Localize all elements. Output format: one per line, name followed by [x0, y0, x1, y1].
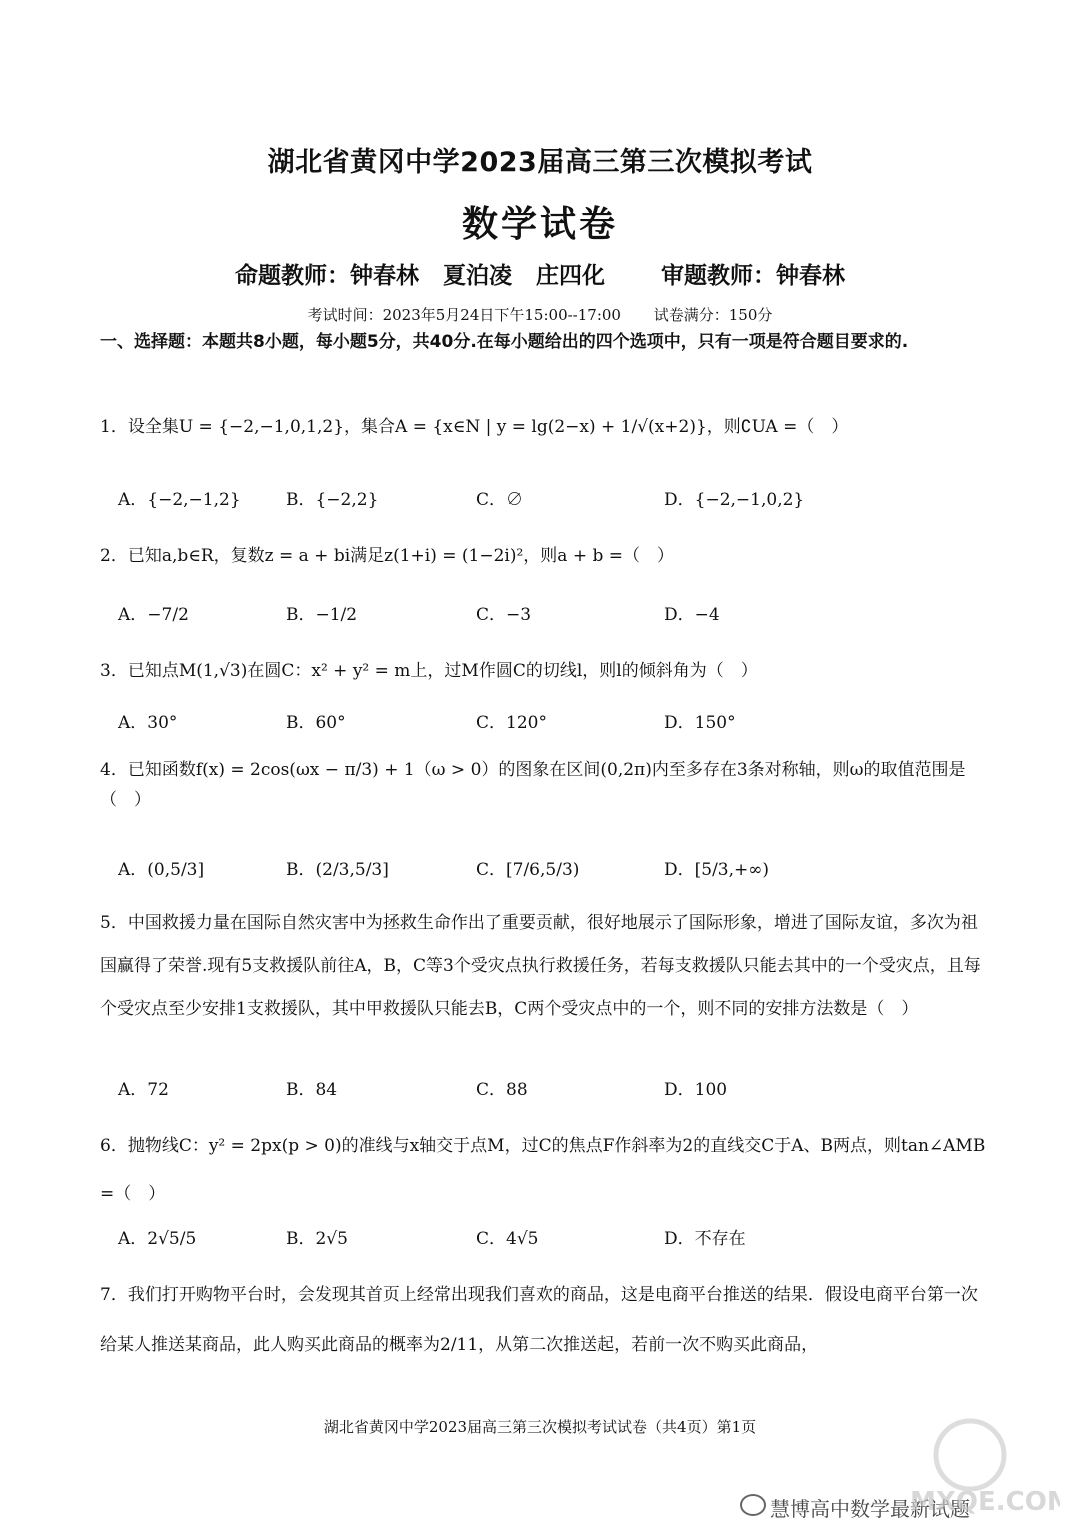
- option-b: B．60°: [286, 713, 346, 733]
- author-second: 夏泊凌: [442, 263, 512, 289]
- question-7: 7．我们打开购物平台时，会发现其首页上经常出现我们喜欢的商品，这是电商平台推送的结果．假设电商平台第一次给某人推送某商品，此人购买此商品的概率为2/11，从第二次推送起，若前一次不购买此商品，: [100, 1285, 978, 1355]
- option-d: D．{−2,−1,0,2}: [664, 490, 805, 510]
- option-c: C．∅: [476, 490, 524, 510]
- question-4: 4．已知函数f(x) = 2cos(ωx − π/3) + 1（ω > 0）的图象在区间(0,2π)内至多存在3条对称轴，则ω的取值范围是（ ）: [100, 760, 966, 810]
- question-2-options: [118, 600, 988, 640]
- option-b: B．84: [286, 1080, 338, 1100]
- option-c: C．120°: [476, 713, 547, 733]
- question-1: 1．设全集U = {−2,−1,0,1,2}，集合A = {x∈N | y = lg(2−x) + 1/√(x+2)}，则∁UA =（ ）: [100, 417, 849, 437]
- option-c: C．88: [476, 1080, 528, 1100]
- option-d: D．不存在: [664, 1229, 746, 1249]
- option-a: A．(0,5/3]: [118, 860, 205, 880]
- question-2: 2．已知a,b∈R，复数z = a + bi满足z(1+i) = (1−2i)²，则a + b =（ ）: [100, 546, 675, 566]
- question-6-options: [118, 1224, 988, 1264]
- option-d: D．150°: [664, 713, 736, 733]
- option-a: A．2√5/5: [118, 1229, 197, 1249]
- author-setter: 命题教师：钟春林: [234, 263, 419, 289]
- option-c: C．−3: [476, 605, 532, 625]
- option-a: A．{−2,−1,2}: [118, 490, 241, 510]
- question-5-options: [118, 1075, 988, 1115]
- option-b: B．−1/2: [286, 605, 358, 625]
- exam-info: [0, 304, 1080, 325]
- option-b: B．(2/3,5/3]: [286, 860, 389, 880]
- option-c: C．[7/6,5/3): [476, 860, 580, 880]
- option-b: B．2√5: [286, 1229, 348, 1249]
- watermark-text: 慧博高中数学最新试题: [770, 1497, 970, 1521]
- full-score: 试卷满分：150分: [653, 306, 773, 324]
- wechat-icon: [740, 1494, 766, 1516]
- question-1-options: [118, 485, 988, 525]
- question-4-options: [118, 855, 988, 895]
- option-d: D．[5/3,+∞): [664, 860, 770, 880]
- question-3: 3．已知点M(1,√3)在圆C：x² + y² = m上，过M作圆C的切线l，则l的倾斜角为（ ）: [100, 661, 758, 681]
- author-third: 庄四化: [536, 263, 605, 289]
- option-d: D．−4: [664, 605, 720, 625]
- option-a: A．30°: [118, 713, 178, 733]
- question-6: 6．抛物线C：y² = 2px(p > 0)的准线与x轴交于点M，过C的焦点F作斜率为2的直线交C于A、B两点，则tan∠AMB =（ ）: [100, 1136, 986, 1204]
- section-heading: 一、选择题：本题共8小题，每小题5分，共40分.在每小题给出的四个选项中，只有一项是符合题目要求的.: [100, 332, 909, 352]
- author-reviewer: 审题教师：钟春林: [661, 263, 846, 289]
- exam-title: 湖北省黄冈中学2023届高三第三次模拟考试: [267, 147, 813, 178]
- page-footer: 湖北省黄冈中学2023届高三第三次模拟考试试卷（共4页）第1页: [323, 1418, 757, 1436]
- option-a: A．−7/2: [118, 605, 189, 625]
- exam-subtitle: 数学试卷: [461, 204, 618, 245]
- question-5: 5．中国救援力量在国际自然灾害中为拯救生命作出了重要贡献，很好地展示了国际形象，增进了国际友谊，多次为祖国赢得了荣誉.现有5支救援队前往A，B，C等3个受灾点执行救援任务，若每支救援队只能去其中的一个受灾点，且每个受灾点至少安排1支救援队，其中甲救援队只能去B，C两个受灾点中的一个，则不同的安排方法数是（ ）: [100, 913, 981, 1019]
- option-d: D．100: [664, 1080, 728, 1100]
- watermark-logo-graphic: [880, 1410, 1060, 1520]
- watermark-logo-text: MXQE.COM: [910, 1487, 1060, 1517]
- option-c: C．4√5: [476, 1229, 539, 1249]
- exam-time: 考试时间：2023年5月24日下午15:00--17:00: [307, 306, 621, 324]
- option-a: A．72: [118, 1080, 169, 1100]
- option-b: B．{−2,2}: [286, 490, 379, 510]
- question-3-options: [118, 708, 988, 748]
- watermark-logo: [880, 1410, 1060, 1520]
- author-line: [0, 257, 1080, 290]
